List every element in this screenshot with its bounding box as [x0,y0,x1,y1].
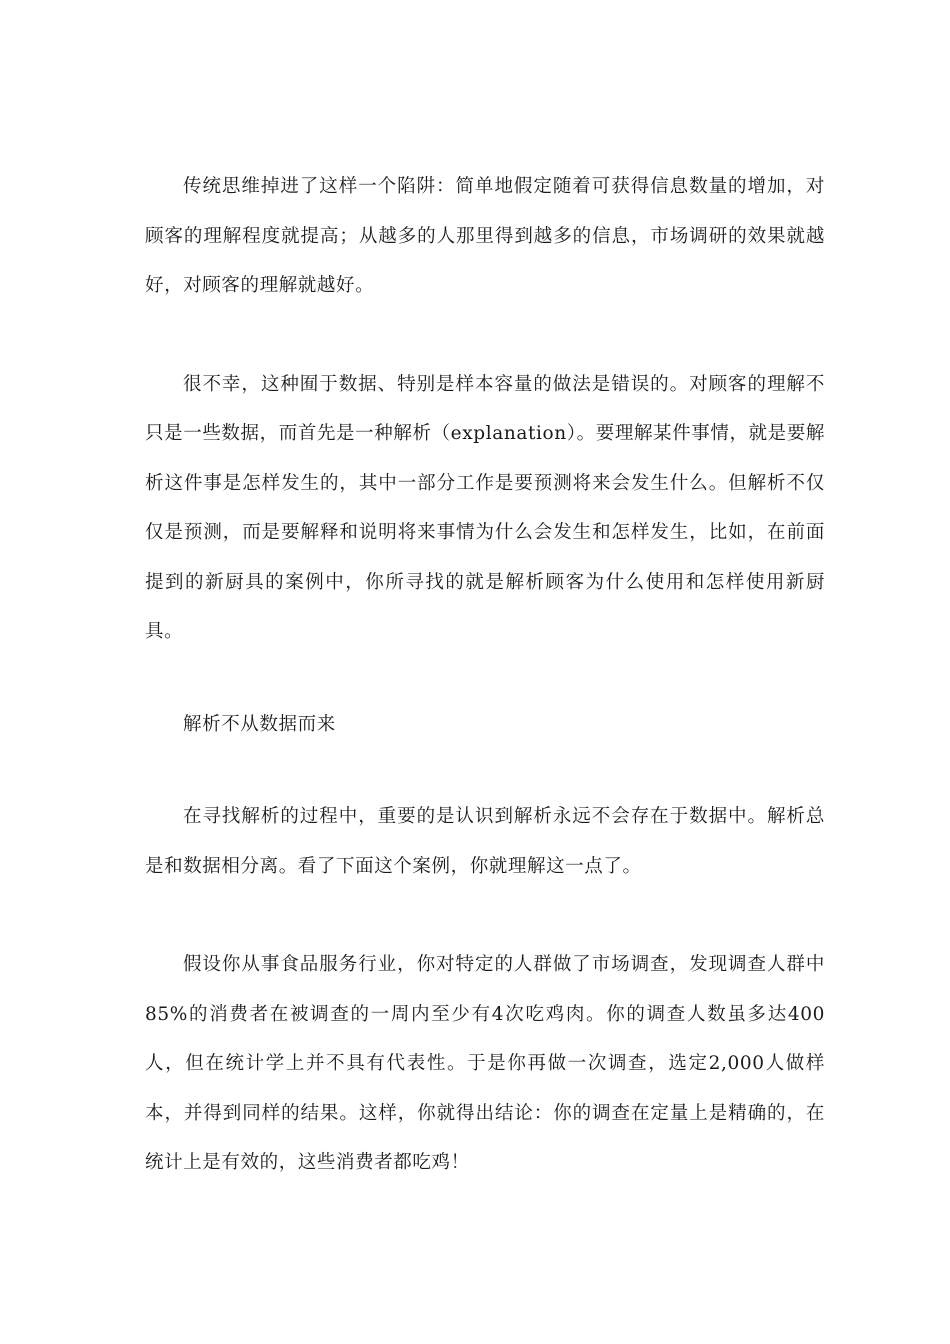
paragraph-spacer [145,749,825,792]
paragraph-spacer [145,891,825,940]
section-heading: 解析不从数据而来 [183,713,336,735]
document-body [145,162,825,1188]
paragraph-spacer [145,311,825,360]
paragraph-1: 传统思维掉进了这样一个陷阱：简单地假定随着可获得信息数量的增加，对顾客的理解程度就提高；从越多的人那里得到越多的信息，市场调研的效果就越好，对顾客的理解就越好。 [145,176,825,296]
paragraph-spacer [145,657,825,700]
paragraph-4: 假设你从事食品服务行业，你对特定的人群做了市场调查，发现调查人群中85%的消费者在被调查的一周内至少有4次吃鸡肉。你的调查人数虽多达400人，但在统计学上并不具有代表性。于是你再做一次调查，选定2,000人做样本，并得到同样的结果。这样，你就得出结论：你的调查在定量上是精确的，在统计上是有效的，这些消费者都吃鸡！ [145,954,825,1173]
paragraph-2: 很不幸，这种囿于数据、特别是样本容量的做法是错误的。对顾客的理解不只是一些数据，而首先是一种解析（explanation）。要理解某件事情，就是要解析这件事是怎样发生的，其中一部分工作是要预测将来会发生什么。但解析不仅仅是预测，而是要解释和说明将来事情为什么会发生和怎样发生，比如，在前面提到的新厨具的案例中，你所寻找的就是解析顾客为什么使用和怎样使用新厨具。 [145,373,825,642]
paragraph-3: 在寻找解析的过程中，重要的是认识到解析永远不会存在于数据中。解析总是和数据相分离。看了下面这个案例，你就理解这一点了。 [145,806,825,877]
